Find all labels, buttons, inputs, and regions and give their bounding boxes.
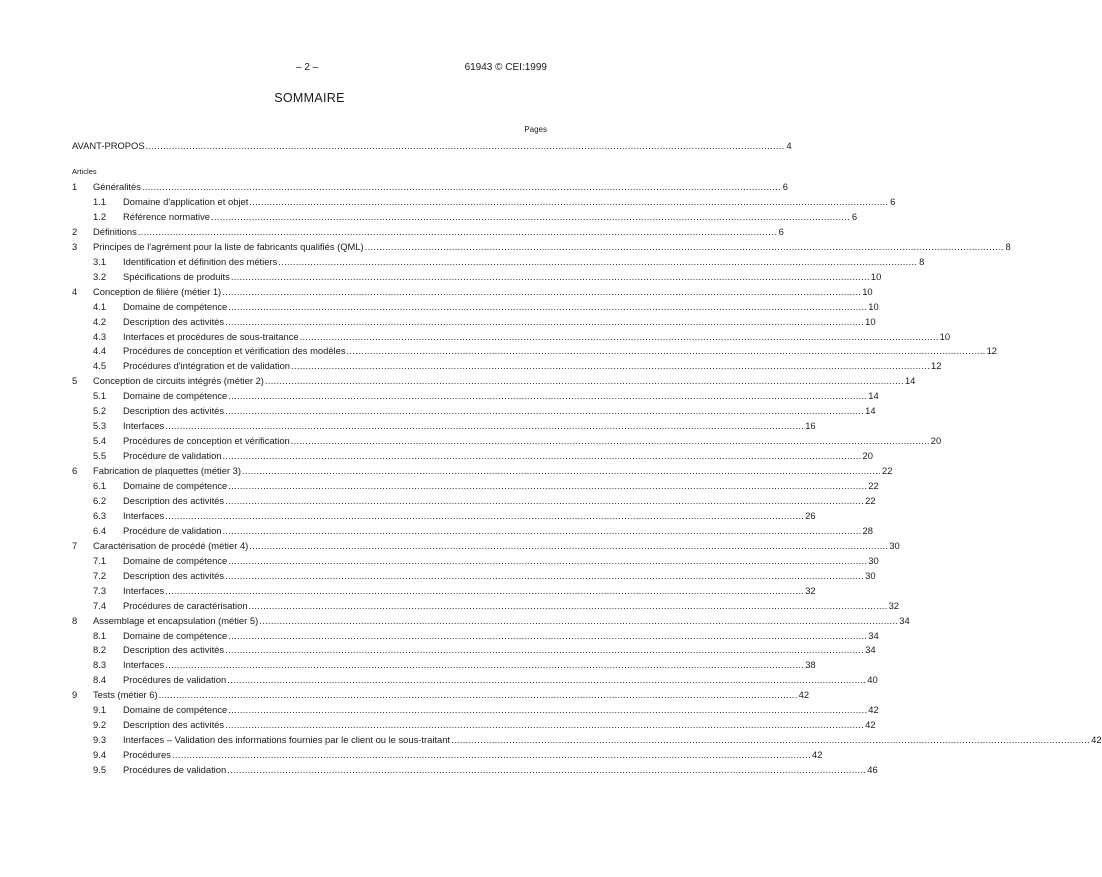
toc-entry-page: 34 bbox=[899, 614, 910, 626]
dot-leader: ............................................................................................................................................................................................................................ bbox=[248, 599, 888, 611]
toc-entry[interactable] bbox=[72, 734, 1102, 748]
toc-entry-page: 10 bbox=[939, 330, 951, 342]
toc-entry-number: 9.4 bbox=[93, 749, 107, 761]
toc-entry-number: 3 bbox=[72, 240, 78, 252]
page-title: SOMMAIRE bbox=[274, 91, 345, 105]
toc-entry-title: Description des activités bbox=[123, 719, 225, 731]
header-reference: 61943 © CEI:1999 bbox=[464, 62, 547, 73]
header-page-number: – 2 – bbox=[296, 62, 319, 73]
dot-leader: ............................................................................................................................................................................................................................ bbox=[225, 719, 865, 731]
toc-entry-page: 6 bbox=[778, 225, 784, 237]
toc-entry-title: Assemblage et encapsulation (métier 5) bbox=[93, 614, 259, 626]
dot-leader: ............................................................................................................................................................................................................................ bbox=[165, 659, 805, 671]
toc-entry-page: 42 bbox=[868, 704, 879, 716]
toc-entry-page: 12 bbox=[931, 360, 942, 372]
toc-entry[interactable] bbox=[72, 405, 876, 419]
toc-entry-title: Domaine de compétence bbox=[123, 300, 228, 312]
toc-entry-title: Interfaces et procédures de sous-traitance bbox=[123, 330, 299, 342]
toc-entry-number: 8.3 bbox=[93, 659, 107, 671]
dot-leader: ............................................................................................................................................................................................................................ bbox=[290, 435, 930, 447]
dot-leader: ............................................................................................................................................................................................................................ bbox=[222, 285, 862, 297]
toc-entry[interactable] bbox=[72, 599, 900, 614]
toc-entry[interactable] bbox=[72, 674, 878, 688]
toc-entry-title: Spécifications de produits bbox=[123, 270, 230, 282]
toc-entry[interactable] bbox=[72, 539, 900, 554]
toc-entry-title: Domaine de compétence bbox=[123, 554, 228, 566]
toc-entry-page: 6 bbox=[890, 195, 896, 207]
toc-entry-number: 6.3 bbox=[93, 509, 107, 521]
toc-entry-number: 7.4 bbox=[93, 599, 107, 611]
toc-entry[interactable] bbox=[72, 255, 925, 270]
toc-entry-title: Référence normative bbox=[123, 210, 211, 222]
toc-entry[interactable] bbox=[72, 644, 876, 658]
toc-entry-title: Description des activités bbox=[123, 569, 225, 581]
toc-entry-title: Description des activités bbox=[123, 644, 225, 656]
toc-entry-page: 14 bbox=[865, 405, 876, 417]
toc-entry-number: 9.2 bbox=[93, 719, 107, 731]
toc-entry[interactable] bbox=[72, 285, 873, 300]
toc-entry-number: 7.1 bbox=[93, 554, 107, 566]
toc-entry-page: 4 bbox=[786, 140, 792, 151]
toc-entry[interactable] bbox=[72, 435, 942, 449]
toc-entry-number: 5 bbox=[72, 375, 78, 387]
toc-entry-page: 8 bbox=[919, 255, 925, 267]
dot-leader: ............................................................................................................................................................................................................................ bbox=[346, 345, 986, 357]
toc-entry-title: Définitions bbox=[93, 225, 137, 237]
toc-entry-page: 14 bbox=[904, 375, 916, 387]
toc-entry-page: 42 bbox=[1091, 734, 1102, 746]
toc-entry-number: 8.1 bbox=[93, 629, 107, 641]
toc-entry-title: Procédures d'intégration et de validation bbox=[123, 360, 291, 372]
toc-entry[interactable] bbox=[72, 614, 910, 629]
toc-entry-page: 42 bbox=[798, 689, 810, 701]
toc-entry-title: Procédures de validation bbox=[123, 674, 227, 686]
dot-leader: ............................................................................................................................................................................................................................ bbox=[225, 494, 865, 506]
toc-entry-title: Identification et définition des métiers bbox=[123, 255, 278, 267]
toc-entry[interactable] bbox=[72, 524, 873, 539]
toc-entry-title: Interfaces bbox=[123, 659, 165, 671]
toc-entry-title: Interfaces bbox=[123, 584, 165, 596]
dot-leader: ............................................................................................................................................................................................................................ bbox=[249, 195, 889, 207]
toc-entry-number: 4.3 bbox=[93, 330, 107, 342]
toc-entry-number: 4.4 bbox=[93, 345, 107, 357]
toc-entry-title: Description des activités bbox=[123, 315, 225, 327]
toc-entry-number: 4.5 bbox=[93, 360, 107, 372]
toc-entry[interactable] bbox=[72, 480, 879, 494]
toc-entry[interactable] bbox=[72, 764, 878, 778]
dot-leader: ............................................................................................................................................................................................................................ bbox=[211, 210, 851, 222]
toc-entry-page: 30 bbox=[889, 539, 900, 551]
toc-entry[interactable] bbox=[72, 450, 873, 464]
toc-entry-number: 6 bbox=[72, 465, 78, 477]
toc-entry-number: 9.3 bbox=[93, 734, 107, 746]
toc-entry-number: 3.2 bbox=[93, 270, 107, 282]
toc-entry-page: 12 bbox=[986, 345, 997, 357]
toc-entry[interactable] bbox=[72, 420, 816, 434]
toc-entry[interactable] bbox=[72, 749, 823, 763]
toc-entry-title: Procédures bbox=[123, 749, 171, 761]
dot-leader: ............................................................................................................................................................................................................................ bbox=[228, 554, 868, 566]
dot-leader: ............................................................................................................................................................................................................................ bbox=[225, 405, 865, 417]
toc-entry-number: 1 bbox=[72, 181, 78, 192]
dot-leader: ............................................................................................................................................................................................................................ bbox=[158, 689, 798, 701]
toc-entry-number: 1.1 bbox=[93, 195, 107, 207]
dot-leader: ............................................................................................................................................................................................................................ bbox=[222, 524, 862, 536]
toc-entry-page: 26 bbox=[805, 509, 816, 521]
toc-entry-title: Tests (métier 6) bbox=[93, 689, 158, 701]
toc-entry-foreword[interactable] bbox=[72, 140, 792, 154]
dot-leader: ............................................................................................................................................................................................................................ bbox=[145, 140, 785, 151]
toc-entry[interactable] bbox=[72, 360, 942, 374]
toc-entry[interactable] bbox=[72, 375, 916, 389]
toc-entry[interactable] bbox=[72, 629, 879, 644]
toc-entry-number: 6.4 bbox=[93, 524, 107, 536]
toc-entry-number: 8 bbox=[72, 614, 78, 626]
toc-entry-page: 10 bbox=[862, 285, 873, 297]
toc-entry[interactable] bbox=[72, 210, 858, 225]
toc-entry[interactable] bbox=[72, 330, 951, 345]
toc-entry-title: Domaine de compétence bbox=[123, 480, 228, 491]
dot-leader: ............................................................................................................................................................................................................................ bbox=[278, 255, 918, 267]
toc-entry[interactable] bbox=[72, 315, 876, 330]
dot-leader: ............................................................................................................................................................................................................................ bbox=[249, 539, 889, 551]
toc-entry[interactable] bbox=[72, 270, 882, 285]
toc-entry[interactable] bbox=[72, 719, 876, 733]
toc-entry-title: Domaine de compétence bbox=[123, 704, 228, 716]
toc-entry[interactable] bbox=[72, 465, 893, 479]
toc-entry-title: Procédures de conception et vérification bbox=[123, 435, 290, 447]
toc-entry[interactable] bbox=[72, 659, 816, 673]
dot-leader: ............................................................................................................................................................................................................................ bbox=[242, 465, 882, 477]
toc-entry-page: 10 bbox=[868, 300, 879, 312]
toc-entry-number: 6.1 bbox=[93, 480, 107, 491]
toc-entry[interactable] bbox=[72, 390, 879, 404]
toc-entry-title: Domaine de compétence bbox=[123, 390, 228, 402]
pages-column-label: Pages bbox=[524, 125, 547, 134]
dot-leader: ............................................................................................................................................................................................................................ bbox=[299, 330, 939, 342]
toc-entry-title: Fabrication de plaquettes (métier 3) bbox=[93, 465, 241, 477]
toc-entry-page: 16 bbox=[805, 420, 816, 432]
toc-entry[interactable] bbox=[72, 300, 879, 315]
toc-entry-page: 22 bbox=[882, 465, 893, 477]
toc-entry-number: 8.2 bbox=[93, 644, 107, 656]
toc-entry-page: 20 bbox=[930, 435, 942, 447]
toc-entry-title: Conception de circuits intégrés (métier 2) bbox=[93, 375, 264, 387]
toc-entry[interactable] bbox=[72, 554, 879, 569]
toc-entry-number: 9 bbox=[72, 689, 78, 701]
toc-entry[interactable] bbox=[72, 584, 816, 599]
toc-entry-page: 38 bbox=[805, 659, 816, 671]
toc-entry-title: Description des activités bbox=[123, 494, 225, 506]
dot-leader: ............................................................................................................................................................................................................................ bbox=[225, 315, 865, 327]
articles-label: Articles bbox=[72, 167, 97, 176]
toc-entry-page: 42 bbox=[811, 749, 823, 761]
toc-entry[interactable] bbox=[72, 689, 810, 703]
toc-entry-number: 6.2 bbox=[93, 494, 107, 506]
toc-entry-number: 7.3 bbox=[93, 584, 107, 596]
toc-entry[interactable] bbox=[72, 569, 876, 584]
toc-entry[interactable] bbox=[72, 225, 784, 240]
dot-leader: ............................................................................................................................................................................................................................ bbox=[165, 509, 805, 521]
dot-leader: ............................................................................................................................................................................................................................ bbox=[228, 480, 868, 491]
dot-leader: ............................................................................................................................................................................................................................ bbox=[228, 704, 868, 716]
dot-leader: ............................................................................................................................................................................................................................ bbox=[230, 270, 870, 282]
toc-entry-number: 4.1 bbox=[93, 300, 107, 312]
toc-entry-number: 2 bbox=[72, 225, 78, 237]
toc-entry[interactable] bbox=[72, 494, 876, 509]
toc-entry-title: Interfaces bbox=[123, 420, 165, 432]
toc-entry-number: 5.1 bbox=[93, 390, 107, 402]
dot-leader: ............................................................................................................................................................................................................................ bbox=[264, 375, 904, 387]
toc-entry-page: 20 bbox=[862, 450, 873, 462]
toc-entry-number: 7 bbox=[72, 539, 78, 551]
toc-entry-page: 32 bbox=[805, 584, 816, 596]
toc-entry-title: Caractérisation de procédé (métier 4) bbox=[93, 539, 249, 551]
toc-entry-number: 1.2 bbox=[93, 210, 107, 222]
dot-leader: ............................................................................................................................................................................................................................ bbox=[222, 450, 862, 462]
toc-entry-page: 6 bbox=[851, 210, 858, 222]
toc-entry-title: Procédure de validation bbox=[123, 524, 222, 536]
toc-entry-page: 34 bbox=[868, 629, 879, 641]
toc-entry-number: 5.4 bbox=[93, 435, 107, 447]
toc-entry-number: 9.5 bbox=[93, 764, 107, 776]
toc-entry-number: 7.2 bbox=[93, 569, 107, 581]
dot-leader: ............................................................................................................................................................................................................................ bbox=[137, 225, 777, 237]
dot-leader: ............................................................................................................................................................................................................................ bbox=[141, 181, 781, 192]
toc-entry-number: 4.2 bbox=[93, 315, 107, 327]
toc-entry-number: 9.1 bbox=[93, 704, 107, 716]
toc-entry-title: Procédure de validation bbox=[123, 450, 222, 462]
toc-entry-title: Généralités bbox=[93, 181, 141, 192]
toc-entry[interactable] bbox=[72, 509, 816, 524]
dot-leader: ............................................................................................................................................................................................................................ bbox=[227, 674, 867, 686]
toc-entry-number: 3.1 bbox=[93, 255, 107, 267]
toc-entry[interactable] bbox=[72, 704, 879, 718]
dot-leader: ............................................................................................................................................................................................................................ bbox=[228, 629, 868, 641]
toc-entry-title: Domaine d'application et objet bbox=[123, 195, 249, 207]
toc-entry[interactable] bbox=[72, 181, 788, 195]
toc-entry-page: 30 bbox=[868, 554, 879, 566]
toc-entry[interactable] bbox=[72, 345, 997, 359]
toc-entry-page: 14 bbox=[868, 390, 879, 402]
toc-entry-page: 28 bbox=[862, 524, 873, 536]
toc-entry-page: 46 bbox=[867, 764, 878, 776]
dot-leader: ............................................................................................................................................................................................................................ bbox=[171, 749, 811, 761]
dot-leader: ............................................................................................................................................................................................................................ bbox=[228, 390, 868, 402]
toc-entry-page: 40 bbox=[867, 674, 878, 686]
toc-entry-number: 8.4 bbox=[93, 674, 107, 686]
toc-entry-title: Description des activités bbox=[123, 405, 225, 417]
dot-leader: ............................................................................................................................................................................................................................ bbox=[225, 644, 865, 656]
toc-entry-title: Procédures de conception et vérification des modèles bbox=[123, 345, 346, 357]
dot-leader: ............................................................................................................................................................................................................................ bbox=[227, 764, 867, 776]
toc-entry-number: 5.3 bbox=[93, 420, 107, 432]
dot-leader: ............................................................................................................................................................................................................................ bbox=[228, 300, 868, 312]
dot-leader: ............................................................................................................................................................................................................................ bbox=[291, 360, 931, 372]
toc-entry-title: Principes de l'agrément pour la liste de fabricants qualifiés (QML) bbox=[93, 240, 364, 252]
dot-leader: ............................................................................................................................................................................................................................ bbox=[225, 569, 865, 581]
dot-leader: ............................................................................................................................................................................................................................ bbox=[364, 240, 1004, 252]
toc-entry[interactable] bbox=[72, 195, 896, 210]
toc-entry-title: Procédures de validation bbox=[123, 764, 227, 776]
toc-entry-page: 30 bbox=[865, 569, 876, 581]
toc-entry-page: 8 bbox=[1005, 240, 1011, 252]
dot-leader: ............................................................................................................................................................................................................................ bbox=[451, 734, 1091, 746]
toc-entry-page: 32 bbox=[888, 599, 900, 611]
dot-leader: ............................................................................................................................................................................................................................ bbox=[165, 584, 805, 596]
dot-leader: ............................................................................................................................................................................................................................ bbox=[259, 614, 899, 626]
toc-entry-page: 34 bbox=[865, 644, 876, 656]
toc-entry-page: 10 bbox=[865, 315, 876, 327]
toc-entry-number: 5.2 bbox=[93, 405, 107, 417]
toc-entry-title: Domaine de compétence bbox=[123, 629, 228, 641]
toc-entry-title: Conception de filière (métier 1) bbox=[93, 285, 222, 297]
toc-entry[interactable] bbox=[72, 240, 1011, 255]
toc-entry-title: AVANT-PROPOS bbox=[72, 140, 145, 151]
toc-entry-title: Interfaces – Validation des informations fournies par le client ou le sous-traitant bbox=[123, 734, 451, 746]
toc-entry-title: Procédures de caractérisation bbox=[123, 599, 248, 611]
toc-entry-page: 22 bbox=[865, 494, 876, 506]
dot-leader: ............................................................................................................................................................................................................................ bbox=[165, 420, 805, 432]
toc-entry-page: 10 bbox=[870, 270, 882, 282]
toc-entry-page: 22 bbox=[868, 480, 879, 491]
toc-entry-number: 4 bbox=[72, 285, 78, 297]
toc-entry-page: 42 bbox=[865, 719, 876, 731]
toc-entry-number: 5.5 bbox=[93, 450, 107, 462]
toc-entry-page: 6 bbox=[782, 181, 788, 192]
toc-entry-title: Interfaces bbox=[123, 509, 165, 521]
